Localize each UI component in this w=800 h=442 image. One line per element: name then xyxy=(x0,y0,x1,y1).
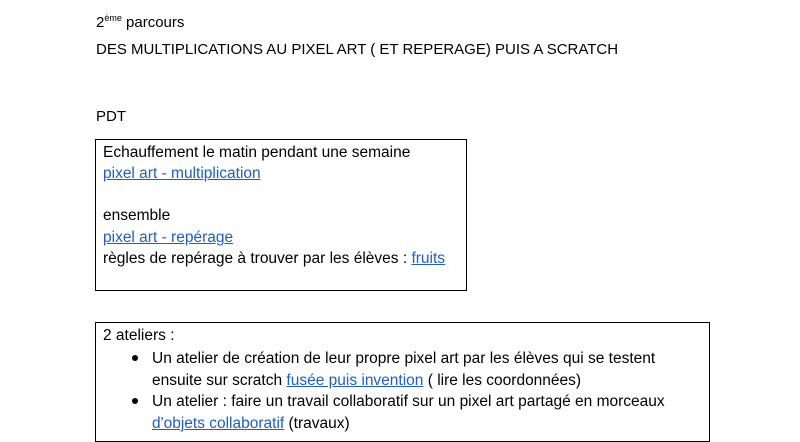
pixel-art-reperage-link[interactable]: pixel art - repérage xyxy=(103,229,234,246)
workshop-1-line-2 xyxy=(152,370,581,391)
workshop-1-line-1: Un atelier de création de leur propre pixel art par les élèves qui se testent xyxy=(152,350,656,367)
route-superscript: ème xyxy=(104,13,122,23)
workshop-2-line-1: Un atelier : faire un travail collaboratif sur un pixel art partagé en morceaux xyxy=(152,393,665,410)
route-number: 2 xyxy=(96,14,105,31)
pixel-art-multiplication-link[interactable]: pixel art - multiplication xyxy=(103,165,261,182)
warmup-box xyxy=(95,139,467,291)
workshop-2-suffix: (travaux) xyxy=(284,415,350,432)
fruits-link[interactable]: fruits xyxy=(411,250,446,267)
bullet-dot xyxy=(132,398,138,404)
workshop-2-line-2 xyxy=(152,413,350,434)
reperage-rules-text: règles de repérage à trouver par les élèves : xyxy=(103,250,412,267)
together-text: ensemble xyxy=(103,207,171,224)
warmup-text: Echauffement le matin pendant une semaine xyxy=(103,144,411,161)
workshop-1-suffix: ( lire les coordonnées) xyxy=(423,372,582,389)
pdt-label: PDT xyxy=(96,108,126,125)
workshop-1-prefix: ensuite sur scratch xyxy=(152,372,287,389)
collaborative-objects-link[interactable]: d'objets collaboratif xyxy=(152,415,285,432)
workshops-box xyxy=(95,322,710,442)
route-heading xyxy=(96,8,184,33)
fusee-invention-link[interactable]: fusée puis invention xyxy=(286,372,424,389)
bullet-dot xyxy=(132,355,138,361)
document-title: DES MULTIPLICATIONS AU PIXEL ART ( ET REPERAGE) PUIS A SCRATCH xyxy=(96,41,619,58)
route-word: parcours xyxy=(121,14,185,31)
workshops-heading: 2 ateliers : xyxy=(103,327,175,344)
